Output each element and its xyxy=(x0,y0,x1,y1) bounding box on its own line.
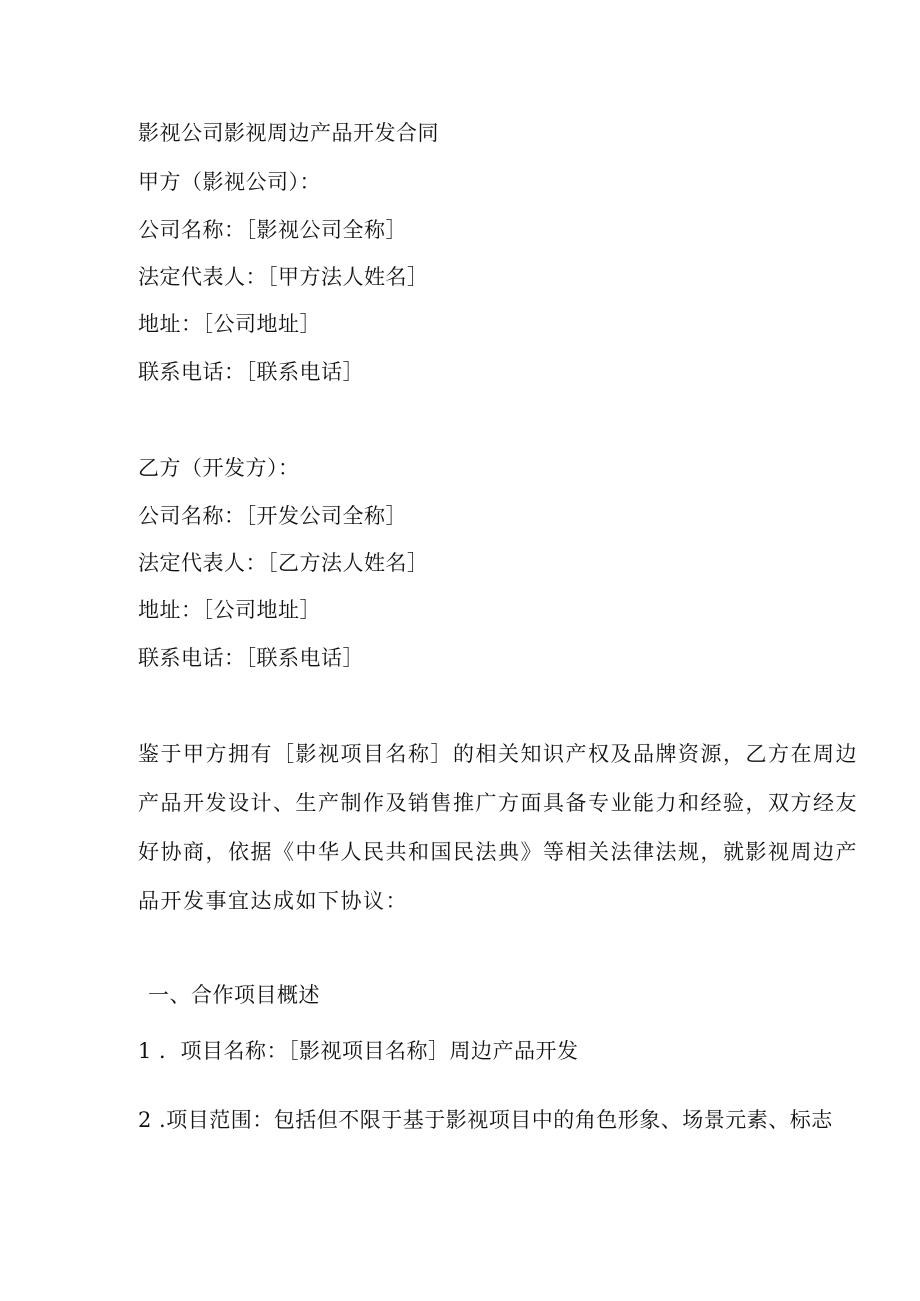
section-1-heading: 一、合作项目概述 xyxy=(148,983,320,1007)
party-b-phone: 联系电话：［联系电话］ xyxy=(138,646,364,670)
party-a-heading: 甲方（影视公司）： xyxy=(138,170,321,194)
party-a-address: 地址：［公司地址］ xyxy=(138,312,321,336)
party-b-heading: 乙方（开发方）： xyxy=(138,456,300,480)
preamble-line: 品开发事宜达成如下协议： xyxy=(138,889,408,913)
party-b-address: 地址：［公司地址］ xyxy=(138,598,321,622)
preamble-paragraph xyxy=(138,730,858,926)
party-b-representative: 法定代表人：［乙方法人姓名］ xyxy=(138,551,429,575)
preamble-line: 好协商，依据《中华人民共和国民法典》等相关法律法规，就影视周边产 xyxy=(138,840,858,864)
section-1-item-2: 2 .项目范围：包括但不限于基于影视项目中的角色形象、场景元素、标志 xyxy=(138,1108,833,1132)
section-1-item-1: 1 ．项目名称：［影视项目名称］周边产品开发 xyxy=(138,1039,579,1063)
party-a-representative: 法定代表人：［甲方法人姓名］ xyxy=(138,265,429,289)
preamble-line: 鉴于甲方拥有［影视项目名称］的相关知识产权及品牌资源，乙方在周边 xyxy=(138,742,858,766)
preamble-line: 产品开发设计、生产制作及销售推广方面具备专业能力和经验，双方经友 xyxy=(138,791,858,815)
party-a-company: 公司名称：［影视公司全称］ xyxy=(138,218,407,242)
document-title: 影视公司影视周边产品开发合同 xyxy=(138,121,439,145)
party-b-company: 公司名称：［开发公司全称］ xyxy=(138,504,407,528)
party-a-phone: 联系电话：［联系电话］ xyxy=(138,360,364,384)
